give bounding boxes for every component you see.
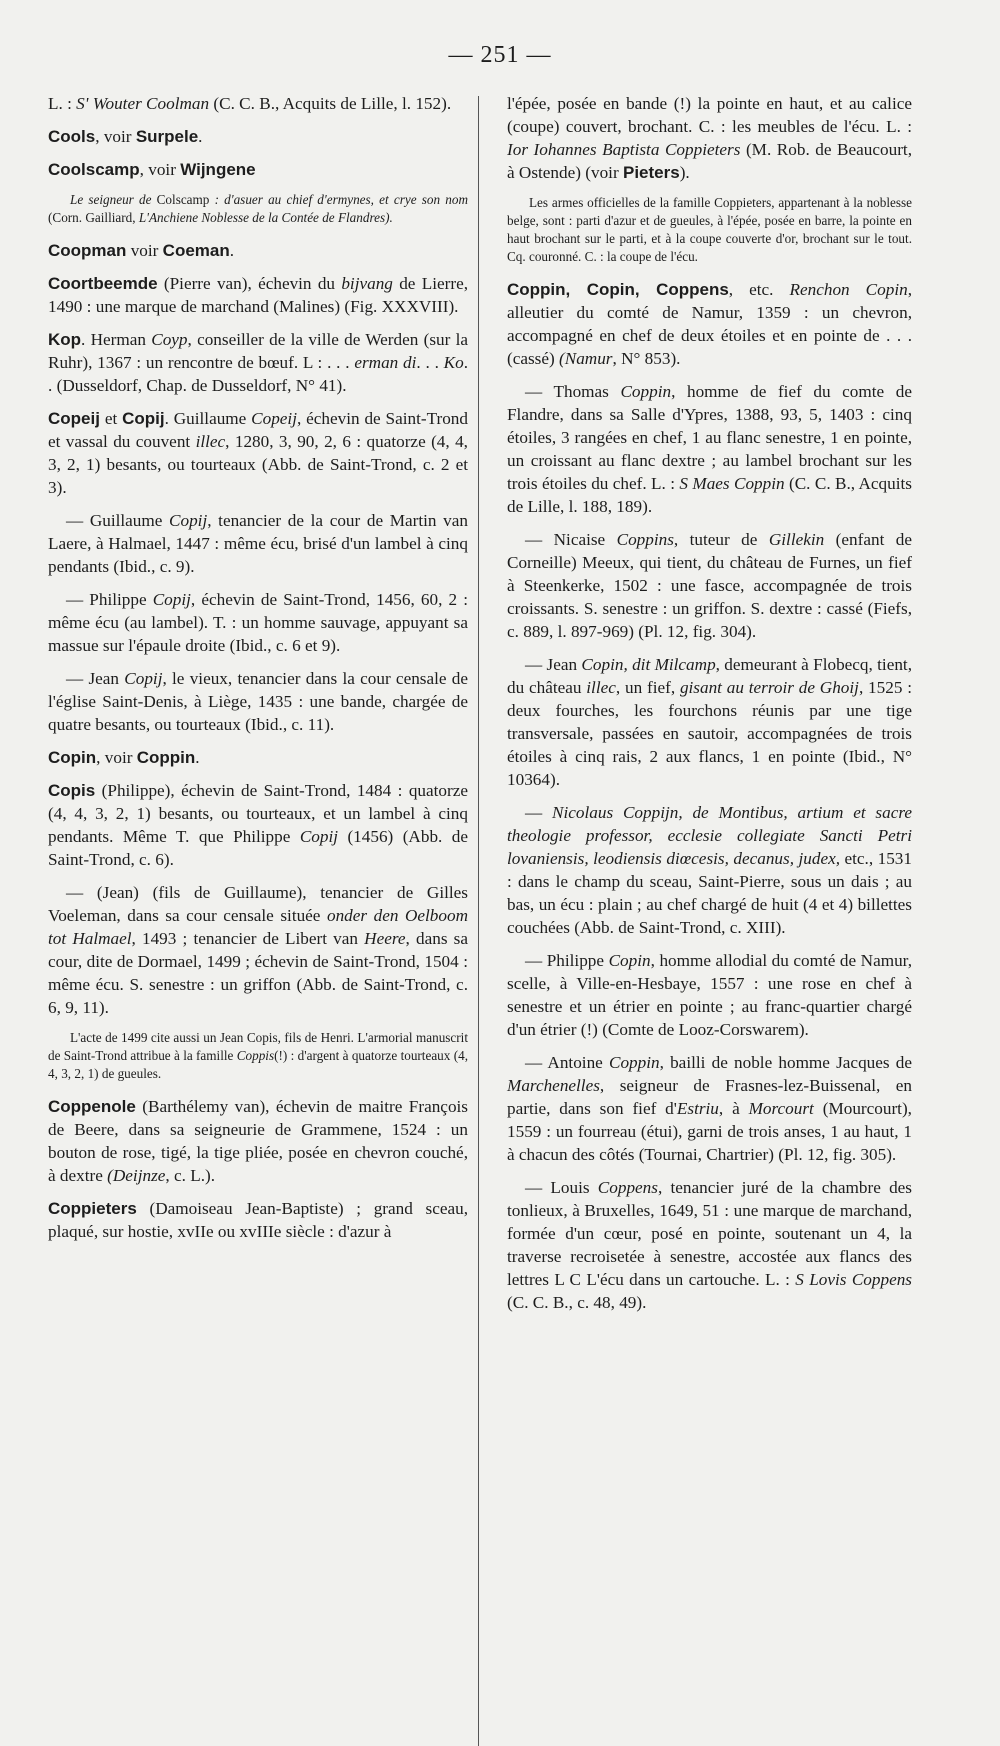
dictionary-entry — [48, 509, 468, 578]
text-run: . — [198, 127, 203, 146]
italic-text: Copij — [169, 511, 208, 530]
text-run: Les armes officielles de la famille Coppieters, appartenant à la noblesse belge, sont : parti d'azur et de gueules, à l'épée, posée en barre, la pointe en haut brochant sur le parti, et à la coupe couverte d'or, brochant sur le tout. Cq. couronné. C. : la coupe de l'écu. — [507, 195, 912, 264]
text-run: , voir — [96, 748, 137, 767]
entry-headword: Coolscamp — [48, 160, 140, 179]
dictionary-entry — [507, 949, 912, 1041]
dictionary-entry — [48, 1095, 468, 1187]
text-run: (M. Rob. de Beaucourt, à Ostende) (voir — [507, 140, 912, 182]
text-run: — Philippe — [66, 590, 153, 609]
dictionary-entry — [507, 1176, 912, 1314]
entry-headword: Pieters — [622, 163, 680, 182]
dictionary-entry — [48, 125, 468, 148]
text-run: l'épée, posée en bande (!) la pointe en haut, et au calice (coupe) couvert, brochant. C. : les meubles de l'écu. L. : — [507, 94, 912, 136]
text-run: , à — [718, 1099, 749, 1118]
italic-text: S' Wouter Coolman — [76, 94, 210, 113]
text-run: voir — [126, 241, 163, 260]
text-run: , 1493 ; tenancier de Libert van — [131, 929, 365, 948]
text-run: . — [195, 748, 200, 767]
italic-text: S Lovis Coppens — [795, 1270, 912, 1289]
entry-headword: Copeij — [48, 409, 100, 428]
entry-headword: Coeman — [162, 241, 230, 260]
italic-text: bijvang — [341, 274, 393, 293]
text-run: — Louis — [525, 1178, 598, 1197]
text-run: (1456) (Abb. de Saint-Trond, c. 6). — [48, 827, 468, 869]
entry-headword: Cools — [48, 127, 96, 146]
dictionary-entry — [48, 746, 468, 769]
italic-text: Estriu — [676, 1099, 719, 1118]
text-run: L'acte de 1499 cite aussi un Jean Copis, fils de Henri. L'armorial manuscrit de Saint-Trond attribue à la famille — [48, 1030, 468, 1063]
text-run: — — [525, 803, 553, 822]
text-run: , tenancier de la cour de Martin van Laere, à Halmael, 1447 : même écu, brisé d'un lambel à cinq pendants (Ibid., c. 9). — [48, 511, 468, 576]
italic-text: S Maes Coppin — [679, 474, 785, 493]
text-run: , le vieux, tenancier dans la cour censale de l'église Saint-Denis, à Liège, 1435 : une bande, chargée de quatre besants, ou tourteaux (Ibid., c. 11). — [48, 669, 468, 734]
text-run: (C. C. B., c. 48, 49). — [507, 1293, 647, 1312]
text-run: Colscamp — [156, 192, 210, 207]
text-run: (Damoiseau Jean-Baptiste) ; grand sceau, plaqué, sur hostie, xvIIe ou xvIIIe siècle : d'azur à — [48, 1199, 468, 1241]
entry-headword: Surpele — [135, 127, 199, 146]
text-run: . . . — [416, 353, 444, 372]
dictionary-entry — [507, 380, 912, 518]
italic-text: Ior Iohannes Baptista Coppieters — [507, 140, 741, 159]
italic-text: Copin — [608, 951, 651, 970]
entry-headword: Coortbeemde — [48, 274, 158, 293]
text-run: , demeurant à Flobecq, tient, du château — [507, 655, 913, 697]
italic-text: illec — [195, 432, 226, 451]
entry-headword: Wijngene — [180, 160, 256, 179]
footnote — [48, 1029, 468, 1083]
italic-text: Morcourt — [748, 1099, 814, 1118]
italic-text: L'Anchiene Noblesse de la Contée de Flandres). — [138, 210, 393, 225]
italic-text: Coppin — [608, 1053, 660, 1072]
entry-headword: Coopman — [48, 241, 127, 260]
text-run: , N° 853). — [612, 349, 681, 368]
text-run: , 1280, 3, 90, 2, 6 : quatorze (4, 4, 3, 2, 1) besants, ou tourteaux (Abb. de Saint-Trond, c. 2 et 3). — [48, 432, 468, 497]
dictionary-entry — [48, 158, 468, 181]
text-run: , un fief, — [615, 678, 680, 697]
text-run: — Jean — [66, 669, 125, 688]
entry-headword: Copij — [122, 409, 165, 428]
italic-text: Marchenelles — [507, 1076, 600, 1095]
italic-text: : d'asuer au chief d'ermynes, et crye son nom — [209, 192, 468, 207]
italic-text: Le seigneur de — [70, 192, 157, 207]
text-run: , dans sa cour, dite de Dormael, 1499 ; échevin de Saint-Trond, 1504 : même écu. S. senestre : un griffon (Abb. de Saint-Trond, c. 6, 9, 11). — [48, 929, 468, 1017]
text-run: . — [229, 241, 235, 260]
dictionary-entry — [507, 278, 912, 370]
italic-text: Copij — [299, 827, 339, 846]
dictionary-entry — [48, 239, 468, 262]
text-run: , 1525 : deux fourches, les fourchons réunis par une tige transversale, passées en sautoir, accompagnées de trois étoiles à cinq rais, 2 aux flancs, 1 en pointe (Ibid., N° 10364). — [507, 678, 913, 789]
entry-headword: Coppenole — [48, 1097, 136, 1116]
dictionary-entry — [507, 92, 912, 184]
italic-text: Copin, dit Milcamp — [581, 655, 716, 674]
entry-headword: Kop — [48, 330, 82, 349]
text-run: — Guillaume — [66, 511, 170, 530]
text-run: (C. C. B., Acquits de Lille, l. 152). — [209, 94, 452, 113]
entry-headword: Copin — [48, 748, 97, 767]
italic-text: (Namur — [559, 349, 613, 368]
text-run: , échevin de Saint-Trond et vassal du couvent — [48, 409, 468, 451]
text-run: (Pierre van), échevin du — [157, 274, 342, 293]
italic-text: onder den Oelboom tot Halmael — [48, 906, 468, 948]
italic-text: Copeij — [251, 409, 297, 428]
dictionary-entry — [48, 881, 468, 1019]
italic-text: Coyp — [151, 330, 188, 349]
text-run: (Corn. Gailliard, — [48, 210, 139, 225]
text-run: . Herman — [81, 330, 152, 349]
dictionary-entry — [48, 328, 468, 397]
column-divider — [478, 96, 479, 1746]
italic-text: Coppens — [597, 1178, 658, 1197]
text-run: (!) : d'argent à quatorze tourteaux (4, 4, 3, 2, 1) de gueules. — [48, 1048, 468, 1081]
text-run: (C. C. B., Acquits de Lille, l. 188, 189). — [507, 474, 912, 516]
entry-headword: Coppin, Copin, Coppens — [507, 280, 729, 299]
footnote — [48, 191, 468, 227]
text-run: . Guillaume — [164, 409, 252, 428]
text-run: , homme de fief du comte de Flandre, dans sa Salle d'Ypres, 1388, 93, 5, 1403 : cinq étoiles, 3 rangées en chef, 1 au flanc senestre, 1 en pointe, un croissant au flanc dextre ; au lambel brochant sur les trois étoiles du chef. L. : — [507, 382, 912, 493]
text-run: , etc. — [728, 280, 790, 299]
text-run: — Antoine — [525, 1053, 609, 1072]
text-run: et — [99, 409, 123, 428]
italic-text: erman di — [354, 353, 417, 372]
text-run: , conseiller de la ville de Werden (sur la Ruhr), 1367 : un rencontre de bœuf. L : . . . — [48, 330, 468, 372]
entry-headword: Copis — [48, 781, 96, 800]
text-run: , tenancier juré de la chambre des tonlieux, à Bruxelles, 1649, 51 : une marque de marchand, formée d'un cœur, posé en pointe, soutenant un 4, la traverse recroisetée à senestre, accostée aux flancs des lettres L C L'écu dans un cartouche. L. : — [507, 1178, 912, 1289]
text-run: — Jean — [525, 655, 582, 674]
dictionary-entry — [48, 1197, 468, 1243]
text-run: , c. L.). — [165, 1166, 216, 1185]
text-run: ). — [679, 163, 690, 182]
text-run: — Philippe — [525, 951, 609, 970]
italic-text: Renchon Copin — [789, 280, 908, 299]
italic-text: Copij — [124, 669, 163, 688]
italic-text: Coppins — [616, 530, 674, 549]
text-run: , bailli de noble homme Jacques de — [659, 1053, 912, 1072]
text-run: , tuteur de — [673, 530, 769, 549]
text-run: (Mourcourt), 1559 : un fourreau (étui), garni de trois anses, 1 au haut, 1 à chacun des côtés (Tournai, Chartrier) (Pl. 12, fig. 305). — [507, 1099, 912, 1164]
italic-text: Coppin — [620, 382, 672, 401]
text-run: de Lierre, 1490 : une marque de marchand (Malines) (Fig. XXXVIII). — [48, 274, 468, 316]
text-run: , voir — [95, 127, 136, 146]
dictionary-entry — [48, 779, 468, 871]
dictionary-entry — [48, 588, 468, 657]
text-run: . . (Dusseldorf, Chap. de Dusseldorf, N° 41). — [48, 353, 469, 395]
text-run: (Philippe), échevin de Saint-Trond, 1484 : quatorze (4, 4, 3, 2, 1) besants, ou tourteaux, et un lambel à cinq pendants. Même T. que Philippe — [48, 781, 468, 846]
italic-text: Gillekin — [768, 530, 825, 549]
dictionary-entry — [507, 801, 912, 939]
dictionary-entry — [507, 1051, 912, 1166]
dictionary-entry — [48, 92, 468, 115]
text-run: , alleutier du comté de Namur, 1359 : un chevron, accompagné en chef de deux étoiles et en pointe de . . . (cassé) — [507, 280, 912, 368]
text-run: (Barthélemy van), échevin de maitre François de Beere, dans sa seigneurie de Grammene, 1524 : un bouton de rose, tigé, la tige pliée, posée en chevron couché, à dextre — [48, 1097, 468, 1185]
text-run: — Nicaise — [525, 530, 617, 549]
text-run: , homme allodial du comté de Namur, scelle, à Ville-en-Hesbaye, 1557 : une rose en chef à senestre et un étrier en pointe ; au franc-quartier chargé d'un étrier (!) (Comte de Looz-Corswarem). — [507, 951, 913, 1039]
entry-headword: Coppin — [136, 748, 196, 767]
text-run: etc., 1531 : dans le champ du sceau, Saint-Pierre, sous un dais ; au bas, un écu : plain ; au chef chargé de huit (4 et 4) billettes couchées (Abb. de Saint-Trond, c. XIII). — [507, 849, 912, 937]
dictionary-entry — [48, 667, 468, 736]
footnote — [507, 194, 912, 266]
right-column — [507, 92, 912, 1324]
left-column — [48, 92, 468, 1253]
italic-text: Ko — [443, 353, 464, 372]
italic-text: Coppis — [236, 1048, 275, 1063]
italic-text: illec — [586, 678, 616, 697]
italic-text: Nicolaus Coppijn, de Montibus, artium et sacre theologie professor, ecclesie collegiate Sancti Petri lovaniensis, leodiensis diœcesis, decanus, judex, — [507, 803, 913, 868]
dictionary-entry — [507, 528, 912, 643]
italic-text: Heere — [364, 929, 406, 948]
entry-headword: Coppieters — [48, 1199, 137, 1218]
dictionary-entry — [48, 407, 468, 499]
text-run: , échevin de Saint-Trond, 1456, 60, 2 : même écu (au lambel). T. : un homme sauvage, appuyant sa massue sur l'épaule droite (Ibid., c. 6 et 9). — [48, 590, 468, 655]
text-run: — Thomas — [525, 382, 621, 401]
text-run: , seigneur de Frasnes-lez-Buissenal, en partie, dans son fief d' — [507, 1076, 912, 1118]
page-number: — 251 — — [448, 42, 552, 68]
dictionary-entry — [507, 653, 912, 791]
text-run: — (Jean) (fils de Guillaume), tenancier de Gilles Voeleman, dans sa cour censale située — [48, 883, 468, 925]
italic-text: (Deijnze — [107, 1166, 166, 1185]
italic-text: Copij — [152, 590, 191, 609]
text-run: L. : — [48, 94, 77, 113]
italic-text: gisant au terroir de Ghoij — [679, 678, 859, 697]
text-run: (enfant de Corneille) Meeux, qui tient, du château de Furnes, un fief à Steenkerke, 1502 : une fasce, accompagnée de trois croissants. S. senestre : un griffon. S. dextre : cassé (Fiefs, c. 889, l. 897-969) (Pl. 12, fig. 304). — [507, 530, 912, 641]
dictionary-entry — [48, 272, 468, 318]
text-run: , voir — [139, 160, 181, 179]
